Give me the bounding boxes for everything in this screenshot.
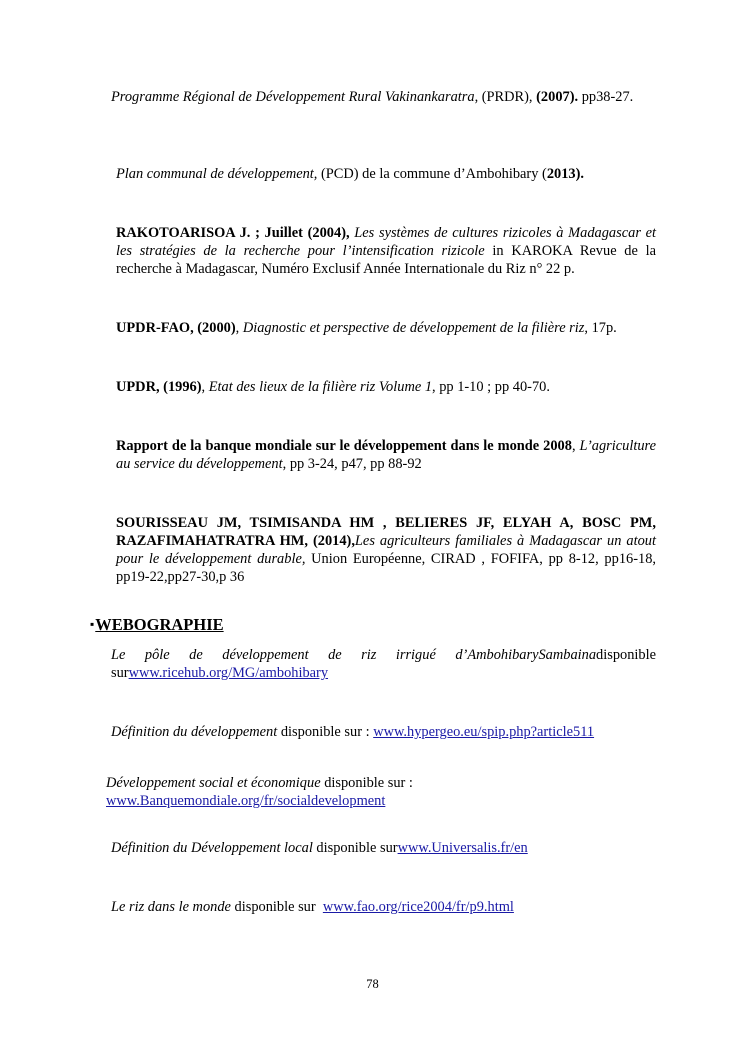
reference-title: Diagnostic et perspective de développement de la filière riz <box>242 320 585 336</box>
reference-author: UPDR, (1996) <box>116 379 202 395</box>
web-entry-ricehub <box>111 646 656 682</box>
page-number: 78 <box>366 977 379 991</box>
web-entry-link[interactable]: www.Banquemondiale.org/fr/socialdevelopment <box>106 793 386 809</box>
web-entry-link[interactable]: www.ricehub.org/MG/ambohibary <box>128 665 329 681</box>
reference-author: UPDR-FAO, (2000) <box>116 320 236 336</box>
web-entry-text: disponible sur <box>230 899 323 915</box>
reference-banque-mondiale <box>116 437 656 473</box>
reference-title: Etat des lieux de la filière riz Volume 1 <box>208 379 433 395</box>
web-entry-title: Développement social et économique <box>106 775 321 791</box>
reference-text: in KAROKA Revue de la recherche à Madagascar, Numéro Exclusif Année Internationale du Riz n° 22 p. <box>116 243 656 277</box>
reference-author: SOURISSEAU JM, TSIMISANDA HM , BELIERES JF, ELYAH A, BOSC PM, RAZAFIMAHATRATRA HM, (2014), <box>116 515 656 549</box>
bullet-icon: ▪ <box>90 617 95 631</box>
web-entry-title: Le riz dans le monde <box>111 899 231 915</box>
reference-sep: , <box>571 438 580 454</box>
reference-pcd <box>116 165 656 183</box>
reference-author: Rapport de la banque mondiale sur le développement dans le monde 2008 <box>116 438 572 454</box>
section-title: WEBOGRAPHIE <box>95 615 224 634</box>
reference-sep: , <box>235 320 243 336</box>
web-entry-fao <box>111 898 656 916</box>
web-entry-link[interactable]: www.hypergeo.eu/spip.php?article511 <box>373 724 595 740</box>
reference-text: , pp 3-24, p47, pp 88-92 <box>282 456 422 472</box>
reference-text: Union Européenne, CIRAD , FOFIFA, pp 8-12, pp16-18, pp19-22,pp27-30,p 36 <box>116 551 656 585</box>
web-entry-hypergeo <box>111 723 656 741</box>
web-entry-title: Définition du développement <box>111 724 278 740</box>
reference-text: , 17p. <box>584 320 617 336</box>
web-entry-text: disponible sur <box>312 840 398 856</box>
webographie-heading <box>90 614 224 635</box>
reference-sourisseau <box>116 514 656 586</box>
web-entry-universalis <box>111 839 656 857</box>
web-entry-text: disponible sur : <box>320 775 413 791</box>
reference-year: 2013). <box>546 166 584 182</box>
reference-title: Plan communal de développement, <box>116 166 318 182</box>
reference-title: Programme Régional de Développement Rural Vakinankaratra <box>111 89 475 105</box>
reference-sep: , <box>201 379 209 395</box>
web-entry-banquemondiale <box>106 774 656 810</box>
web-entry-text: disponible sur <box>111 647 656 681</box>
reference-prdr <box>111 88 656 106</box>
reference-title: Les systèmes de cultures rizicoles à Madagascar et les stratégies de la recherche pour l’intensification rizicole <box>116 225 656 259</box>
reference-updr <box>116 378 656 396</box>
web-entry-link[interactable]: www.Universalis.fr/en <box>397 840 528 856</box>
reference-updr-fao <box>116 319 656 337</box>
reference-pages: pp38-27. <box>578 89 634 105</box>
web-entry-link[interactable]: www.fao.org/rice2004/fr/p9.html <box>322 899 514 915</box>
reference-year: (2007). <box>536 89 579 105</box>
reference-rakotoarisoa <box>116 224 656 278</box>
reference-text: , pp 1-10 ; pp 40-70. <box>432 379 550 395</box>
web-entry-text: disponible sur : <box>277 724 374 740</box>
reference-text: (PCD) de la commune d’Ambohibary ( <box>317 166 547 182</box>
reference-title: Les agriculteurs familiales à Madagascar un atout pour le développement durable, <box>116 533 656 567</box>
reference-author: RAKOTOARISOA J. ; Juillet (2004), <box>116 225 350 241</box>
reference-title: L’agriculture au service du développement <box>116 438 657 472</box>
web-entry-title: Le pôle de développement de riz irrigué d’AmbohibarySambaina <box>111 647 597 663</box>
web-entry-title: Définition du Développement local <box>111 840 313 856</box>
reference-text: , (PRDR), <box>474 89 537 105</box>
